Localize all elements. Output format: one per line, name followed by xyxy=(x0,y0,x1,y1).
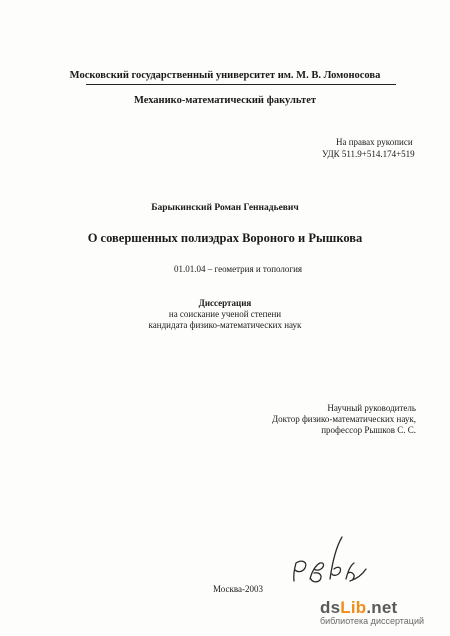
logo-brand-net: .net xyxy=(366,598,398,617)
city-year: Москва-2003 xyxy=(213,584,263,594)
author-name: Барыкинский Роман Геннадьевич xyxy=(151,203,299,213)
dissertation-title: О совершенных полиэдрах Вороного и Рышкова xyxy=(87,231,363,245)
logo-tagline: библиотека диссертаций xyxy=(320,616,425,626)
dslib-watermark-logo xyxy=(320,598,424,626)
dissertation-label: Диссертация xyxy=(198,298,252,308)
logo-brand-lib: Lib xyxy=(340,598,367,617)
specialty-code: 01.01.04 – геометрия и топология xyxy=(174,264,303,274)
handwritten-signature xyxy=(290,535,368,591)
degree-line-2: кандидата физико-математических наук xyxy=(148,320,302,330)
advisor-name: профессор Рышков С. С. xyxy=(321,425,416,435)
university-name: Московский государственный университет им. М. В. Ломоносова xyxy=(69,70,381,81)
logo-brand xyxy=(320,598,424,618)
manuscript-rights: На правах рукописи xyxy=(336,137,413,147)
university-underline xyxy=(86,84,396,85)
logo-brand-ds: ds xyxy=(320,598,341,617)
advisor-label: Научный руководитель xyxy=(327,403,416,413)
advisor-degree: Доктор физико-математических наук, xyxy=(271,414,416,424)
faculty-name: Механико-математический факультет xyxy=(133,95,317,106)
degree-line-1: на соискание ученой степени xyxy=(168,309,282,319)
udk-code: УДК 511.9+514.174+519 xyxy=(322,149,415,159)
